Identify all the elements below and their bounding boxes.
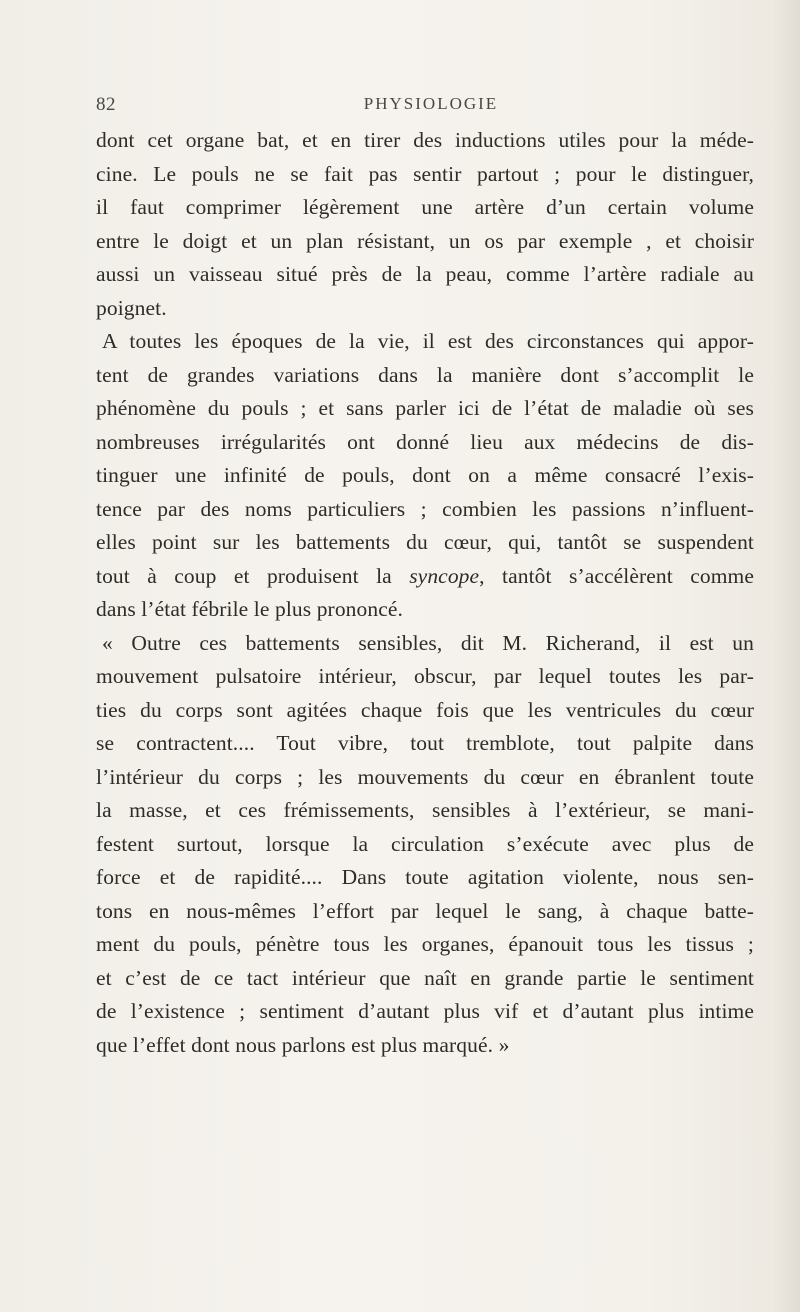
text-line: dont cet organe bat, et en tirer des inductions utiles pour la méde- [96, 128, 754, 152]
text-line: poignet. [96, 295, 167, 320]
text-line: nombreuses irrégularités ont donné lieu aux médecins de dis- [96, 429, 754, 454]
running-title: PHYSIOLOGIE [363, 94, 499, 113]
text-line: ties du corps sont agitées chaque fois que les ventricules du cœur [96, 697, 754, 722]
text-line: il faut comprimer légèrement une artère d’un certain volume [96, 195, 754, 219]
text-segment: , tantôt s’accélèrent comme [479, 563, 754, 588]
text-line: se contractent.... Tout vibre, tout tremblote, tout palpite dans [96, 731, 754, 755]
text-line: « Outre ces battements sensibles, dit M. Richerand, il est un [102, 630, 754, 655]
text-line: festent surtout, lorsque la circulation s’exécute avec plus de [96, 831, 754, 856]
text-line: tinguer une infinité de pouls, dont on a même consacré l’exis- [96, 463, 754, 487]
text-line: la masse, et ces frémissements, sensibles à l’extérieur, se mani- [96, 798, 754, 822]
emphasized-term: syncope [409, 563, 480, 588]
text-line: de l’existence ; sentiment d’autant plus vif et d’autant plus intime [96, 999, 754, 1023]
text-line: tons en nous-mêmes l’effort par lequel le sang, à chaque batte- [96, 898, 754, 923]
text-line: tence par des noms particuliers ; combien les passions n’influent- [96, 496, 754, 521]
text-line: tent de grandes variations dans la manière dont s’accomplit le [96, 362, 754, 387]
page-number: 82 [96, 94, 116, 115]
text-line: cine. Le pouls ne se fait pas sentir partout ; pour le distinguer, [96, 161, 754, 186]
text-line: elles point sur les battements du cœur, qui, tantôt se suspendent [96, 530, 754, 554]
text-line: A toutes les époques de la vie, il est des circonstances qui appor- [102, 329, 754, 353]
text-line: et c’est de ce tact intérieur que naît en grande partie le sentiment [96, 965, 754, 990]
text-line: phénomène du pouls ; et sans parler ici de l’état de maladie où ses [96, 396, 754, 420]
text-segment: tout à coup et produisent la [96, 563, 392, 588]
text-line: ment du pouls, pénètre tous les organes, épanouit tous les tissus ; [96, 932, 754, 956]
text-line: l’intérieur du corps ; les mouvements du cœur en ébranlent toute [96, 764, 754, 789]
text-line: dans l’état fébrile le plus prononcé. [96, 597, 403, 621]
text-line: entre le doigt et un plan résistant, un os par exemple , et choisir [96, 228, 754, 253]
running-head [96, 94, 746, 122]
page-edge-shadow [772, 0, 800, 1312]
text-line: aussi un vaisseau situé près de la peau, comme l’artère radiale au [96, 262, 754, 286]
text-line: que l’effet dont nous parlons est plus marqué. » [96, 1032, 510, 1057]
text-line-with-emphasis [96, 560, 754, 594]
text-line: mouvement pulsatoire intérieur, obscur, par lequel toutes les par- [96, 664, 754, 688]
body-text [96, 124, 754, 1062]
text-line: force et de rapidité.... Dans toute agitation violente, nous sen- [96, 865, 754, 889]
